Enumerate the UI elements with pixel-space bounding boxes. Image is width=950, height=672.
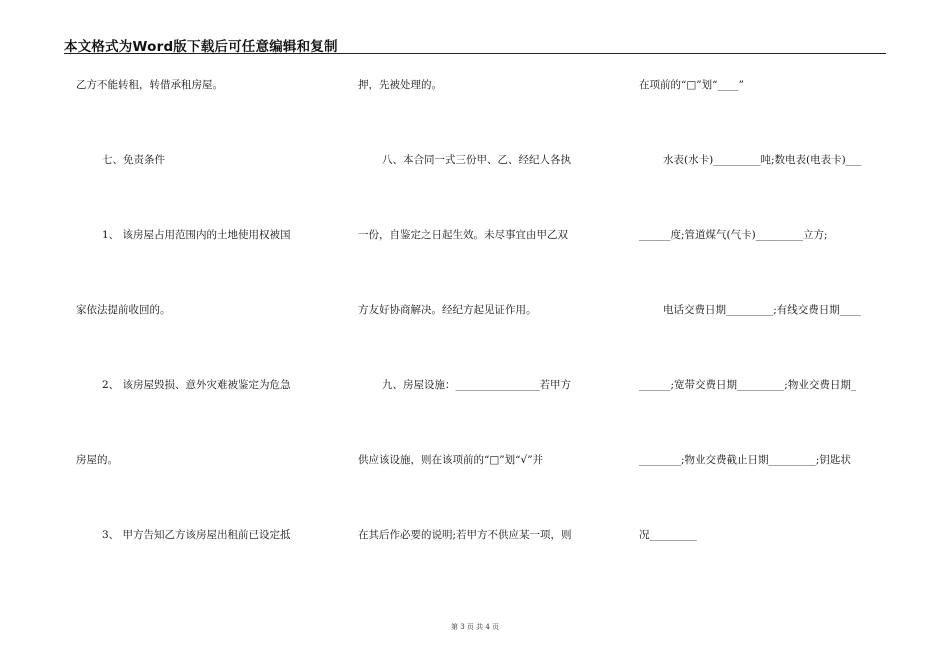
header-title: 本文格式为Word版下载后可任意编辑和复制: [64, 39, 338, 55]
text-line: 九、房屋设施：________________若甲方: [382, 379, 571, 391]
text-line: ______度;管道煤气(气卡)_________立方;: [639, 229, 828, 241]
text-line: 一份，自鉴定之日起生效。未尽事宜由甲乙双: [358, 229, 568, 241]
text-line: 供应该设施，则在该项前的“□”划“√”并: [358, 454, 544, 466]
text-line: 八、本合同一式三份甲、乙、经纪人各执: [382, 154, 571, 166]
text-line: 方友好协商解决。经纪方起见证作用。: [358, 304, 537, 316]
text-line: 在项前的“□”划“____”: [639, 79, 744, 91]
text-line: 房屋的。: [76, 454, 118, 466]
text-line: 在其后作必要的说明;若甲方不供应某一项，则: [358, 529, 572, 541]
text-line: 水表(水卡)_________吨;数电表(电表卡)___: [663, 154, 862, 166]
text-line: ________;物业交费截止日期_________;钥匙状: [639, 454, 851, 466]
page-number: 第 3 页 共 4 页: [450, 623, 500, 631]
page-header: [64, 33, 886, 54]
text-line: 况_________: [639, 529, 697, 541]
text-line: 电话交费日期_________;有线交费日期____: [663, 304, 861, 316]
page-footer: [0, 622, 950, 632]
text-line: 家依法提前收回的。: [76, 304, 171, 316]
text-line: 七、免责条件: [102, 154, 165, 166]
text-line: ______;宽带交费日期_________;物业交费日期_: [639, 379, 857, 391]
text-line: 3、 甲方告知乙方该房屋出租前已设定抵: [102, 529, 291, 541]
text-line: 2、 该房屋毁损、意外灾难被鉴定为危急: [102, 379, 291, 391]
text-line: 1、 该房屋占用范围内的土地使用权被国: [102, 229, 291, 241]
text-line: 押，先被处理的。: [358, 79, 442, 91]
text-line: 乙方不能转租，转借承租房屋。: [76, 79, 223, 91]
